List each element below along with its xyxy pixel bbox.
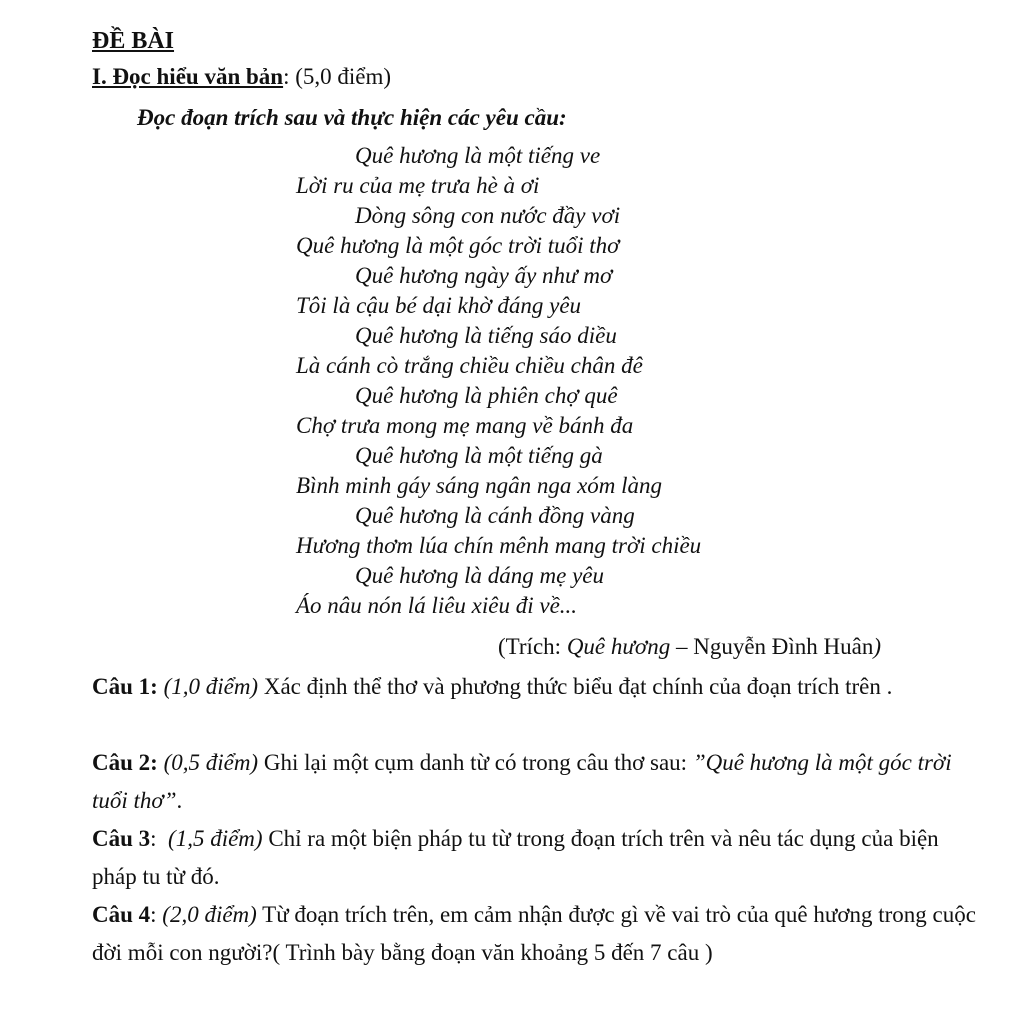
question-label: Câu 4 <box>92 902 151 927</box>
poem-line: Áo nâu nón lá liêu xiêu đi về... <box>296 593 578 618</box>
poem-line: Quê hương là phiên chợ quê <box>355 383 618 408</box>
question-4 <box>92 896 982 972</box>
poem-line: Quê hương là một tiếng ve <box>355 143 601 168</box>
question-1 <box>92 668 982 706</box>
question-colon: : <box>150 826 157 851</box>
question-label: Câu 1: <box>92 674 158 699</box>
section-label: I. Đọc hiểu văn bản <box>92 64 284 89</box>
poem-line: Hương thơm lúa chín mênh mang trời chiều <box>296 533 702 558</box>
question-3 <box>92 820 982 896</box>
section-heading <box>92 64 391 90</box>
section-points: : (5,0 điểm) <box>283 64 392 89</box>
citation-author: – Nguyễn Đình Huân <box>670 634 874 659</box>
question-2 <box>92 744 982 820</box>
citation-prefix: (Trích: <box>498 634 567 659</box>
poem-line: Quê hương là tiếng sáo diều <box>355 323 617 348</box>
question-text: Chỉ ra một biện pháp tu từ trong đoạn trích trên và nêu tác dụng của biện pháp tu từ đó. <box>92 826 939 889</box>
citation-work: Quê hương <box>566 634 671 659</box>
question-text: Ghi lại một cụm danh từ có trong câu thơ sau: <box>258 750 693 775</box>
citation-suffix: ) <box>873 634 882 659</box>
poem-line: Là cánh cò trắng chiều chiều chân đê <box>296 353 643 378</box>
question-end: . <box>176 788 183 813</box>
poem-line: Quê hương là một tiếng gà <box>355 443 603 468</box>
question-text: Xác định thể thơ và phương thức biểu đạt chính của đoạn trích trên . <box>258 674 893 699</box>
poem-line: Chợ trưa mong mẹ mang về bánh đa <box>296 413 634 438</box>
poem-line: Bình minh gáy sáng ngân nga xóm làng <box>296 473 663 498</box>
poem-line: Quê hương là một góc trời tuổi thơ <box>296 233 620 258</box>
question-points: (1,5 điểm) <box>168 826 263 851</box>
poem-line: Lời ru của mẹ trưa hè à ơi <box>296 173 540 198</box>
poem-line: Quê hương ngày ấy như mơ <box>355 263 613 288</box>
question-colon: : <box>150 902 157 927</box>
question-points: (2,0 điểm) <box>162 902 257 927</box>
poem-line: Tôi là cậu bé dại khờ đáng yêu <box>296 293 582 318</box>
question-text: Từ đoạn trích trên, em cảm nhận được gì về vai trò của quê hương trong cuộc đời mỗi con người?( Trình bày bằng đoạn văn khoảng 5 đến 7 câu ) <box>92 902 976 965</box>
poem-line: Quê hương là cánh đồng vàng <box>355 503 635 528</box>
page-title: ĐỀ BÀI <box>92 28 175 54</box>
instruction-text: Đọc đoạn trích sau và thực hiện các yêu cầu: <box>137 105 567 130</box>
poem-line: Dòng sông con nước đầy vơi <box>355 203 621 228</box>
question-label: Câu 2: <box>92 750 158 775</box>
question-points: (1,0 điểm) <box>163 674 259 699</box>
poem-citation <box>498 634 881 660</box>
question-quote: ”Quê hương là một góc trời tuổi thơ” <box>92 750 952 813</box>
question-label: Câu 3 <box>92 826 151 851</box>
question-points: (0,5 điểm) <box>163 750 259 775</box>
poem-line: Quê hương là dáng mẹ yêu <box>355 563 605 588</box>
